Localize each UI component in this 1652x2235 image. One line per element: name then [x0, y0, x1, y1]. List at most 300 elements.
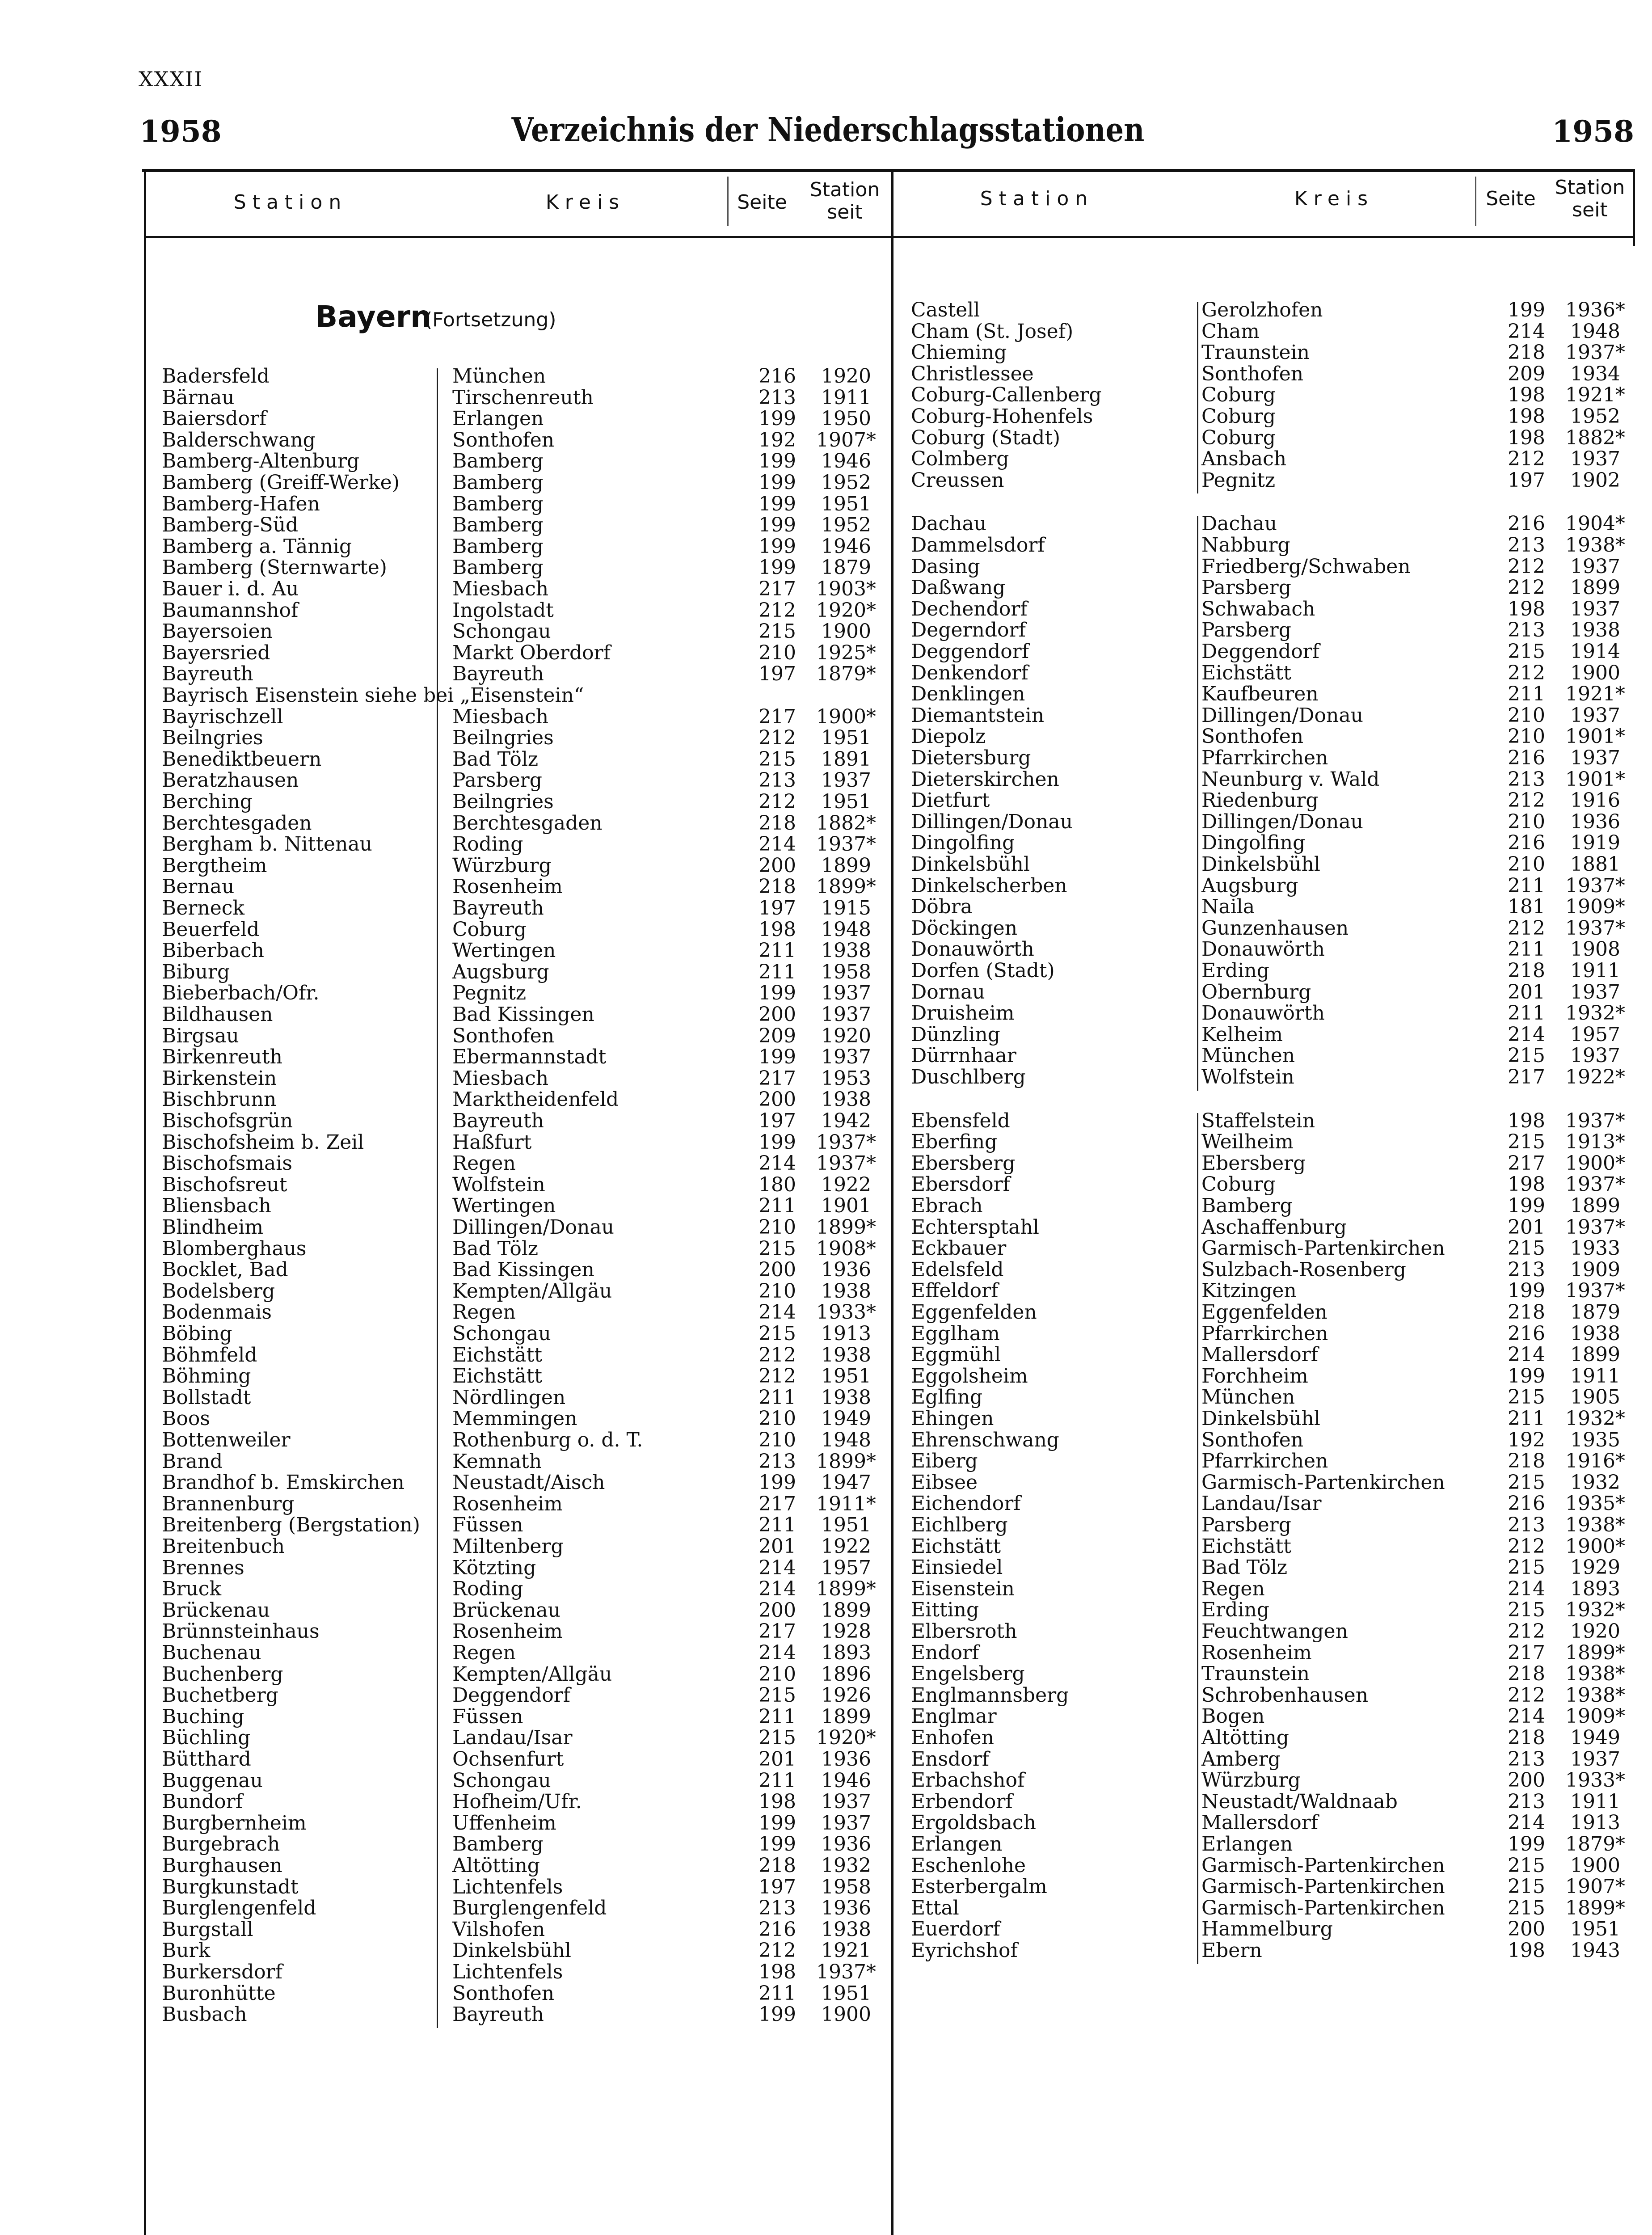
kreis-name: Mallersdorf [1201, 1343, 1319, 1366]
station-seit-value: 1893 [821, 1641, 871, 1664]
kreis-name: Feuchtwangen [1201, 1620, 1348, 1643]
kreis-name: Naila [1201, 895, 1255, 919]
seite-value: 218 [1508, 341, 1545, 364]
station-name: Ergoldsbach [911, 1811, 1037, 1834]
station-seit-value: 1921* [1565, 384, 1625, 407]
station-seit-value: 1920 [821, 365, 871, 388]
station-seit-value: 1879 [1570, 1301, 1620, 1324]
kreis-name: Roding [452, 833, 523, 856]
table-row [162, 1110, 881, 1132]
kreis-name: Dillingen/Donau [1201, 704, 1363, 727]
table-row [162, 1642, 881, 1664]
table-row [162, 408, 881, 430]
table-row [911, 1323, 1631, 1345]
kreis-name: Pfarrkirchen [1201, 1450, 1328, 1473]
kreis-name: Deggendorf [1201, 640, 1319, 663]
station-seit-value: 1938 [1570, 619, 1620, 642]
seite-value: 214 [1508, 320, 1545, 343]
seite-value: 215 [1508, 1556, 1545, 1579]
table-row [162, 1323, 881, 1345]
station-name: Bocklet, Bad [162, 1258, 288, 1282]
seite-value: 212 [759, 1343, 796, 1366]
kreis-name: München [452, 365, 546, 388]
table-row [162, 1430, 881, 1451]
seite-value: 218 [759, 875, 796, 898]
station-name: Brandhof b. Emskirchen [162, 1471, 405, 1494]
seite-value: 212 [1508, 1535, 1545, 1558]
seite-value: 211 [759, 1514, 796, 1537]
station-name: Brünnsteinhaus [162, 1620, 320, 1643]
kreis-name: Bamberg [452, 450, 544, 473]
station-name: Effeldorf [911, 1279, 999, 1303]
station-seit-value: 1937* [1565, 916, 1625, 940]
header-kreis-right: Kreis [1294, 187, 1374, 210]
seite-value: 213 [1508, 534, 1545, 557]
kreis-name: Bad Tölz [1201, 1556, 1288, 1579]
seite-value: 215 [759, 1726, 796, 1750]
station-seit-value: 1937* [1565, 341, 1625, 364]
table-row [162, 472, 881, 493]
station-name: Denklingen [911, 683, 1025, 706]
station-name: Dinkelscherben [911, 874, 1067, 897]
station-seit-value: 1911 [1570, 1790, 1620, 1813]
kreis-name: Coburg [452, 918, 527, 941]
table-row [911, 811, 1631, 833]
station-seit-value: 1937 [1570, 1044, 1620, 1067]
seite-value: 197 [1508, 468, 1545, 492]
header-seite-left: Seite [737, 191, 787, 214]
table-row [911, 1408, 1631, 1430]
station-name: Dillingen/Donau [911, 810, 1073, 833]
table-row [162, 834, 881, 855]
table-row [911, 1834, 1631, 1855]
seite-value: 201 [759, 1535, 796, 1558]
seite-value: 218 [1508, 1662, 1545, 1686]
kreis-name: Füssen [452, 1514, 523, 1537]
station-name: Berneck [162, 897, 245, 919]
seite-value: 212 [759, 599, 796, 622]
table-row [162, 578, 881, 600]
seite-value: 215 [1508, 1598, 1545, 1622]
seite-value: 199 [1508, 1194, 1545, 1217]
station-name: Bergham b. Nittenau [162, 833, 372, 856]
table-row [911, 769, 1631, 790]
kreis-name: Miltenberg [452, 1535, 564, 1558]
station-name: Echtersptahl [911, 1215, 1039, 1239]
station-seit-value: 1928 [821, 1620, 871, 1643]
station-seit-value: 1937 [821, 769, 871, 792]
station-name: Burkersdorf [162, 1961, 282, 1983]
station-seit-value: 1936* [1565, 299, 1625, 321]
seite-value: 212 [1508, 576, 1545, 599]
table-row [911, 535, 1631, 556]
seite-value: 199 [759, 1811, 796, 1834]
table-row [911, 406, 1631, 427]
station-seit-value: 1900* [1565, 1535, 1625, 1558]
kreis-name: Ebern [1201, 1939, 1262, 1962]
station-seit-value: 1943 [1570, 1939, 1620, 1962]
seite-value: 181 [1508, 895, 1545, 919]
station-seit-value: 1899 [821, 1705, 871, 1728]
station-name: Einsiedel [911, 1556, 1003, 1579]
seite-value: 216 [1508, 512, 1545, 536]
station-name: Breitenbuch [162, 1535, 285, 1558]
seite-value: 198 [1508, 405, 1545, 428]
seite-value: 199 [759, 1130, 796, 1154]
seite-value: 212 [1508, 555, 1545, 578]
station-name: Degerndorf [911, 619, 1026, 642]
station-seit-value: 1947 [821, 1471, 871, 1494]
kreis-name: Garmisch-Partenkirchen [1201, 1471, 1445, 1494]
station-name: Brückenau [162, 1598, 270, 1622]
kreis-name: Bayreuth [452, 897, 544, 919]
kreis-name: Augsburg [1201, 874, 1298, 897]
table-row [162, 1195, 881, 1217]
table-row [911, 1280, 1631, 1302]
station-seit-value: 1879* [816, 662, 876, 686]
station-seit-value: 1938* [1565, 1662, 1625, 1686]
table-row [162, 1706, 881, 1728]
table-row [162, 430, 881, 451]
kreis-name: München [1201, 1386, 1295, 1409]
station-seit-value: 1920* [816, 1726, 876, 1750]
station-seit-value: 1932* [1565, 1407, 1625, 1430]
station-name: Englmannsberg [911, 1683, 1069, 1707]
kreis-name: Dachau [1201, 512, 1277, 536]
table-row [911, 1003, 1631, 1024]
kreis-name: Garmisch-Partenkirchen [1201, 1237, 1445, 1260]
station-seit-value: 1900 [821, 620, 871, 643]
kreis-name: Parsberg [1201, 619, 1291, 642]
table-row [162, 1238, 881, 1260]
table-row [162, 1472, 881, 1493]
seite-value: 211 [1508, 683, 1545, 706]
kreis-name: Regen [452, 1641, 516, 1664]
table-row [911, 342, 1631, 363]
table-row [162, 1791, 881, 1813]
kreis-name: Garmisch-Partenkirchen [1201, 1854, 1445, 1877]
kreis-name: Landau/Isar [1201, 1492, 1322, 1515]
station-seit-value: 1936 [821, 1748, 871, 1771]
table-row [911, 1685, 1631, 1706]
table-row [162, 514, 881, 536]
table-row [162, 1621, 881, 1642]
station-name: Beratzhausen [162, 769, 299, 792]
seite-value: 214 [759, 833, 796, 856]
station-seit-value: 1920* [816, 599, 876, 622]
station-seit-value: 1953 [821, 1067, 871, 1090]
kreis-name: Bad Tölz [452, 747, 539, 771]
header-seite-right: Seite [1486, 187, 1536, 210]
station-seit-value: 1938 [821, 1279, 871, 1303]
station-seit-value: 1949 [821, 1407, 871, 1430]
station-seit-value: 1916* [1565, 1450, 1625, 1473]
kreis-name: Memmingen [452, 1407, 577, 1430]
station-name: Bischofsheim b. Zeil [162, 1130, 364, 1154]
station-name: Breitenberg (Bergstation) [162, 1514, 420, 1537]
kreis-name: Schongau [452, 1322, 551, 1345]
kreis-name: Neustadt/Waldnaab [1201, 1790, 1398, 1813]
table-row [911, 1024, 1631, 1046]
station-seit-value: 1921 [821, 1939, 871, 1962]
station-name: Bayersried [162, 641, 270, 664]
station-seit-value: 1938 [821, 1088, 871, 1111]
seite-value: 198 [759, 918, 796, 941]
station-name: Creussen [911, 468, 1004, 492]
table-row [162, 1387, 881, 1408]
station-name: Birgsau [162, 1024, 239, 1047]
kreis-name: Wertingen [452, 1194, 556, 1218]
seite-value: 211 [759, 960, 796, 983]
station-seit-value: 1881 [1570, 853, 1620, 876]
header-separator [727, 177, 729, 226]
table-row [911, 1217, 1631, 1238]
station-seit-value: 1882* [816, 811, 876, 835]
station-seit-value: 1937* [1565, 874, 1625, 897]
kreis-name: Eichstätt [452, 1343, 543, 1366]
kreis-name: Ingolstadt [452, 599, 554, 622]
station-name: Ebersberg [911, 1151, 1016, 1175]
kreis-name: Beilngries [452, 790, 554, 813]
seite-value: 210 [759, 1429, 796, 1451]
kreis-name: Cham [1201, 320, 1260, 343]
table-row [162, 621, 881, 642]
right-border [1633, 170, 1635, 246]
station-seit-value: 1914 [1570, 640, 1620, 663]
station-name: Burghausen [162, 1854, 282, 1877]
station-name: Berchtesgaden [162, 811, 312, 835]
station-name: Dasing [911, 555, 980, 578]
table-row [162, 2004, 881, 2025]
kreis-name: Roding [452, 1577, 523, 1601]
station-seit-value: 1948 [821, 918, 871, 941]
station-name: Bamberg-Hafen [162, 492, 320, 515]
seite-value: 215 [759, 1322, 796, 1345]
seite-value: 216 [1508, 831, 1545, 855]
table-row [162, 1259, 881, 1281]
station-name: Dinkelsbühl [911, 853, 1030, 876]
station-name: Eichlberg [911, 1514, 1008, 1536]
table-row [911, 747, 1631, 769]
kreis-name: Coburg [1201, 1173, 1276, 1196]
table-row [162, 536, 881, 557]
station-seit-value: 1909* [1565, 895, 1625, 919]
table-row [911, 896, 1631, 918]
header-rule [144, 236, 1633, 238]
table-row [162, 1961, 881, 1983]
seite-value: 213 [759, 386, 796, 409]
seite-value: 210 [1508, 704, 1545, 727]
seite-value: 211 [1508, 1407, 1545, 1430]
seite-value: 210 [759, 1279, 796, 1303]
table-row [911, 1451, 1631, 1472]
station-name: Berching [162, 790, 253, 813]
station-seit-value: 1905 [1570, 1386, 1620, 1409]
station-name: Busbach [162, 2003, 247, 2026]
station-name: Böbing [162, 1322, 232, 1345]
station-name: Ehrenschwang [911, 1428, 1059, 1451]
seite-value: 214 [759, 1301, 796, 1324]
kreis-name: Pfarrkirchen [1201, 746, 1328, 769]
station-seit-value: 1937 [821, 1003, 871, 1026]
table-row [911, 1791, 1631, 1813]
table-row [911, 1430, 1631, 1451]
table-row [162, 1898, 881, 1919]
table-row [911, 1578, 1631, 1600]
station-seit-value: 1949 [1570, 1726, 1620, 1749]
station-name: Edelsfeld [911, 1258, 1004, 1281]
kreis-name: Ebersberg [1201, 1151, 1306, 1175]
table-row [911, 1876, 1631, 1898]
kreis-name: Pfarrkirchen [1201, 1322, 1328, 1345]
station-seit-value: 1911 [821, 386, 871, 409]
year-left: 1958 [139, 114, 222, 149]
seite-value: 197 [759, 662, 796, 686]
station-seit-value: 1899 [821, 1598, 871, 1622]
kreis-name: Erlangen [1201, 1833, 1293, 1855]
table-row [911, 1344, 1631, 1366]
table-row [162, 1493, 881, 1515]
station-name: Dornau [911, 980, 985, 1004]
station-name: Burgebrach [162, 1833, 280, 1856]
table-row [162, 1877, 881, 1898]
seite-value: 213 [1508, 1258, 1545, 1281]
station-name: Eckbauer [911, 1237, 1007, 1260]
kreis-name: Beilngries [452, 726, 554, 750]
kreis-name: München [1201, 1044, 1295, 1067]
table-row [911, 875, 1631, 897]
station-name: Bütthard [162, 1748, 251, 1771]
table-row [911, 705, 1631, 726]
kreis-name: Ebermannstadt [452, 1046, 607, 1069]
station-seit-value: 1901 [821, 1194, 871, 1218]
seite-value: 199 [759, 471, 796, 494]
seite-value: 199 [759, 535, 796, 558]
station-seit-value: 1913* [1565, 1130, 1625, 1154]
kreis-name: Würzburg [1201, 1769, 1301, 1792]
kreis-name: Dinkelsbühl [1201, 853, 1320, 876]
kreis-name: Bad Tölz [452, 1237, 539, 1260]
table-row [911, 1493, 1631, 1514]
kreis-name: Gunzenhausen [1201, 916, 1349, 940]
station-seit-value: 1935* [1565, 1492, 1625, 1515]
station-seit-value: 1922 [821, 1535, 871, 1558]
station-seit-value: 1936 [821, 1897, 871, 1920]
station-name: Eichstätt [911, 1535, 1001, 1558]
station-seit-value: 1911 [1570, 1364, 1620, 1387]
seite-value: 213 [1508, 1514, 1545, 1536]
table-row [162, 1983, 881, 2004]
kreis-name: Riedenburg [1201, 789, 1319, 812]
seite-value: 218 [1508, 1301, 1545, 1324]
station-seit-value: 1957 [1570, 1023, 1620, 1046]
station-name: Coburg-Callenberg [911, 384, 1102, 407]
station-name: Buronhütte [162, 1982, 276, 2005]
station-name: Bamberg-Altenburg [162, 450, 360, 473]
station-name: Böhming [162, 1365, 251, 1388]
seite-value: 210 [759, 1662, 796, 1686]
table-row [162, 727, 881, 749]
seite-value: 209 [1508, 362, 1545, 385]
table-row [911, 513, 1631, 535]
station-name: Denkendorf [911, 661, 1028, 684]
seite-value: 200 [759, 1088, 796, 1111]
station-seit-value: 1937 [1570, 746, 1620, 769]
kreis-name: Ansbach [1201, 447, 1287, 471]
station-seit-value: 1936 [821, 1258, 871, 1282]
station-name: Bayreuth [162, 662, 253, 686]
station-name: Egglham [911, 1322, 1000, 1345]
seite-value: 209 [759, 1024, 796, 1047]
seite-value: 218 [1508, 1726, 1545, 1749]
seite-value: 210 [1508, 853, 1545, 876]
seite-value: 200 [759, 854, 796, 877]
header-station-right: Station [980, 187, 1094, 210]
station-name: Dechendorf [911, 597, 1028, 620]
station-name: Bodelsberg [162, 1279, 275, 1303]
station-name: Eitting [911, 1598, 979, 1622]
station-seit-value: 1919 [1570, 831, 1620, 855]
table-row [162, 983, 881, 1004]
station-name: Bamberg (Sternwarte) [162, 556, 387, 579]
seite-value: 215 [1508, 1854, 1545, 1877]
section-subtitle: (Fortsetzung) [425, 308, 556, 331]
station-seit-value: 1938* [1565, 1514, 1625, 1536]
station-seit-value: 1909* [1565, 1705, 1625, 1728]
table-row [162, 1451, 881, 1472]
seite-value: 199 [759, 1471, 796, 1494]
station-name: Dorfen (Stadt) [911, 959, 1055, 982]
station-name: Bergtheim [162, 854, 267, 877]
kreis-name: Nördlingen [452, 1386, 566, 1409]
seite-value: 200 [759, 1598, 796, 1622]
seite-value: 192 [1508, 1428, 1545, 1451]
seite-value: 211 [759, 1982, 796, 2005]
seite-value: 213 [759, 1897, 796, 1920]
station-seit-value: 1937* [816, 1130, 876, 1154]
table-row [911, 1663, 1631, 1685]
kreis-name: Sonthofen [1201, 1428, 1304, 1451]
header-station-seit-left: Station seit [809, 178, 880, 224]
seite-value: 199 [759, 556, 796, 579]
station-seit-value: 1951 [1570, 1918, 1620, 1941]
kreis-name: Bamberg [452, 556, 544, 579]
station-seit-value: 1951 [821, 726, 871, 750]
seite-value: 218 [1508, 1450, 1545, 1473]
station-seit-value: 1909 [1570, 1258, 1620, 1281]
kreis-name: Sonthofen [1201, 725, 1304, 748]
kreis-name: Kempten/Allgäu [452, 1279, 612, 1303]
kreis-name: Bamberg [1201, 1194, 1293, 1217]
seite-value: 217 [759, 578, 796, 600]
table-row [911, 1727, 1631, 1749]
station-seit-value: 1902 [1570, 468, 1620, 492]
kreis-name: Schwabach [1201, 597, 1315, 620]
seite-value: 199 [759, 1833, 796, 1856]
station-name: Buggenau [162, 1769, 263, 1792]
station-seit-value: 1938 [821, 1918, 871, 1941]
station-name: Eschenlohe [911, 1854, 1026, 1877]
seite-value: 211 [1508, 1002, 1545, 1025]
table-row [162, 451, 881, 472]
station-name: Burgkunstadt [162, 1875, 299, 1898]
station-seit-value: 1958 [821, 960, 871, 983]
kreis-name: Dillingen/Donau [452, 1216, 614, 1239]
station-seit-value: 1948 [1570, 320, 1620, 343]
table-row [162, 1217, 881, 1238]
seite-value: 215 [759, 1684, 796, 1707]
seite-value: 197 [759, 1875, 796, 1898]
